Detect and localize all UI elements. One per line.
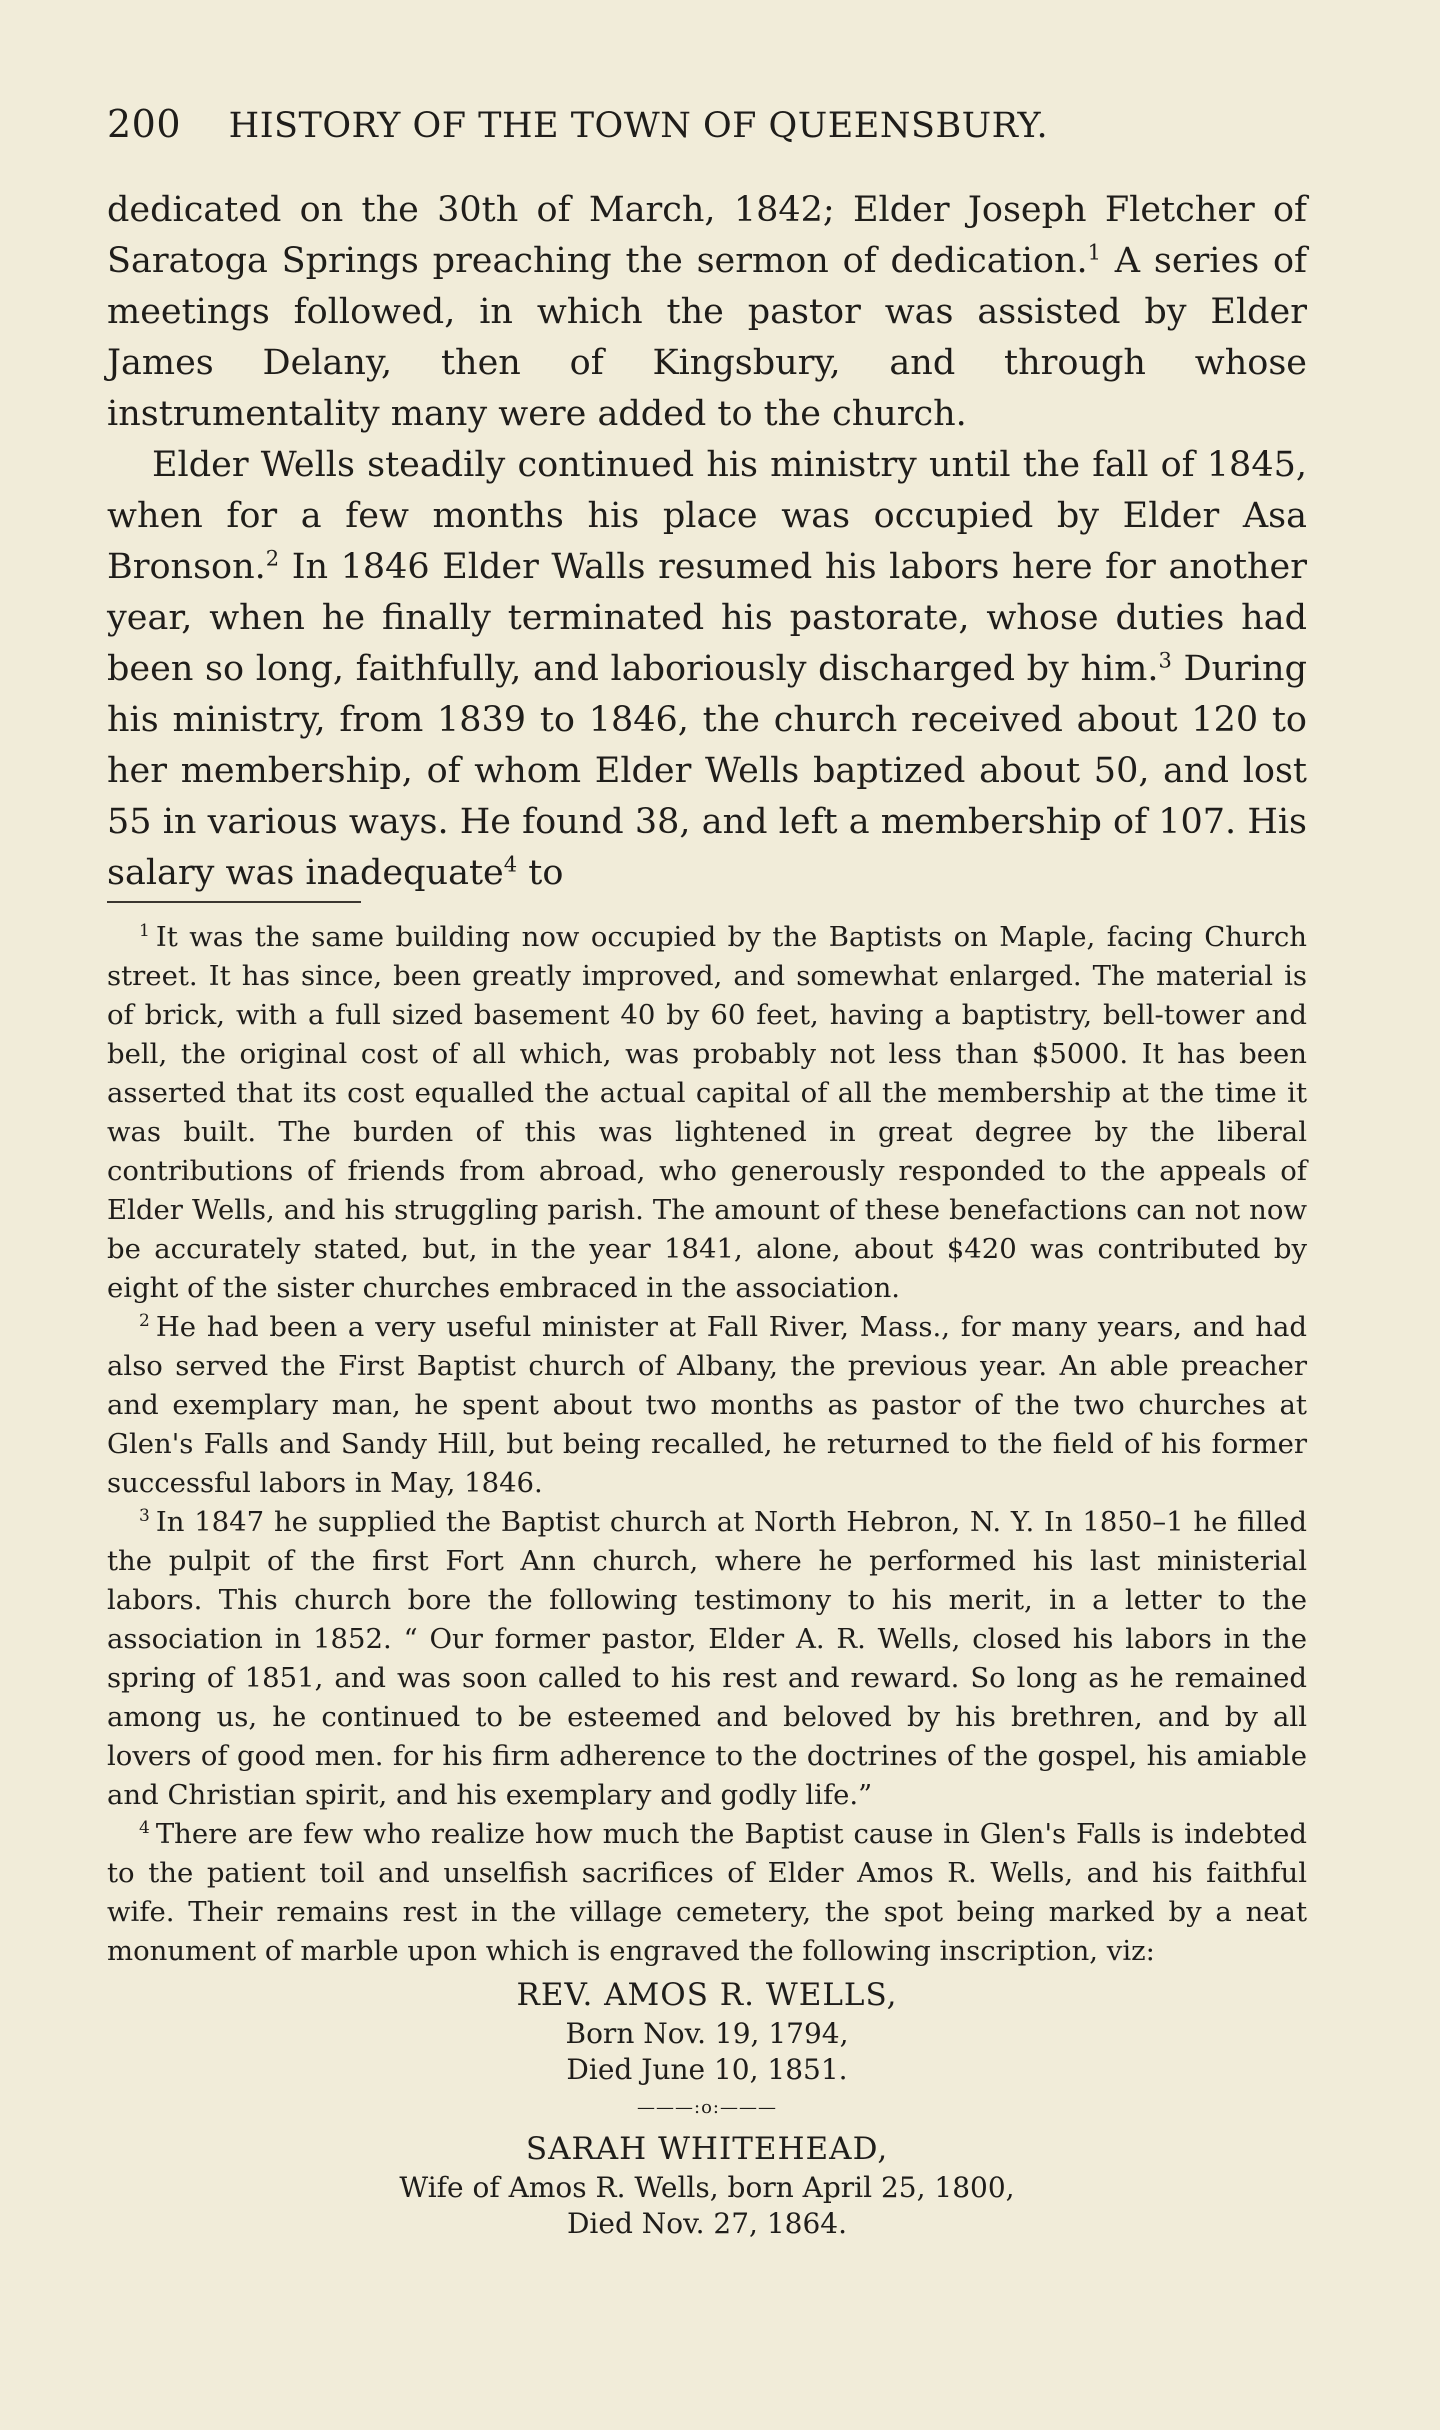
footnote-4-text: There are few who realize how much the Baptist cause in Glen's Falls is indebted to the patient toil and unselfish sacrifices of Elder Amos R. Wells, and his faithful wife. Their remains rest in the village cemetery, the spot being marked by a neat monument of marble upon which is engraved the following inscription, viz: (107, 1818, 1307, 1967)
inscription-divider: ———:o:——— (637, 2097, 777, 2118)
running-title: HISTORY OF THE TOWN OF QUEENSBURY. (228, 106, 1049, 146)
inscription-wife-line: Wife of Amos R. Wells, born April 25, 1800, (399, 2171, 1015, 2204)
paragraph-2-text-b: In 1846 Elder Walls resumed his labors here for another year, when he finally terminated his pastorate, whose duties had been so long, faithfully, and laboriously discharged by him. (107, 547, 1307, 689)
paragraph-2 (107, 440, 1307, 899)
footnote-2 (107, 1308, 1307, 1503)
running-header (107, 102, 1307, 146)
footnote-marker-3: 3 (139, 1505, 150, 1526)
footnote-ref-2: 2 (265, 546, 280, 571)
paragraph-1-text: dedicated on the 30th of March, 1842; Elder Joseph Fletcher of Saratoga Springs preaching the sermon of dedication. (107, 190, 1307, 281)
footnote-ref-4: 4 (503, 852, 518, 877)
page-number: 200 (107, 102, 182, 146)
paragraph-2-text-a: Elder Wells steadily continued his ministry until the fall of 1845, when for a few months his place was occupied by Elder Asa Bronson. (107, 445, 1307, 587)
inscription-name-2: SARAH WHITEHEAD, (525, 2131, 889, 2167)
footnote-marker-4: 4 (139, 1817, 150, 1838)
inscription-died-2: Died Nov. 27, 1864. (566, 2207, 848, 2240)
inscription-born-1: Born Nov. 19, 1794, (565, 2017, 849, 2050)
footnote-3 (107, 1503, 1307, 1815)
paragraph-2-text-d: to (517, 853, 564, 893)
footnotes (107, 918, 1307, 1971)
paragraph-1 (107, 185, 1307, 440)
footnote-3-text: In 1847 he supplied the Baptist church at North Hebron, N. Y. In 1850–1 he filled the pulpit of the first Fort Ann church, where he performed his last ministerial labors. This church bore the following testimony to his merit, in a letter to the association in 1852. “ Our former pastor, Elder A. R. Wells, closed his labors in the spring of 1851, and was soon called to his rest and reward. So long as he remained among us, he continued to be esteemed and beloved by his brethren, and by all lovers of good men. for his firm adherence to the doctrines of the gospel, his amiable and Christian spirit, and his exemplary and godly life.” (107, 1506, 1307, 1811)
footnote-marker-1: 1 (139, 920, 150, 941)
monument-inscription (107, 1974, 1307, 2242)
footnote-marker-2: 2 (139, 1310, 150, 1331)
footnote-1 (107, 918, 1307, 1308)
body-text (107, 185, 1307, 899)
inscription-name-1: REV. AMOS R. WELLS, (516, 1977, 898, 2013)
footnote-2-text: He had been a very useful minister at Fall River, Mass., for many years, and had also served the First Baptist church of Albany, the previous year. An able preacher and exemplary man, he spent about two months as pastor of the two churches at Glen's Falls and Sandy Hill, but being recalled, he returned to the field of his former successful labors in May, 1846. (107, 1311, 1307, 1499)
inscription-died-1: Died June 10, 1851. (566, 2053, 848, 2086)
paragraph-1-tail: A series of meetings followed, in which the pastor was assisted by Elder James Delany, then of Kingsbury, and through whose instrumentality many were added to the church. (107, 241, 1307, 434)
footnote-ref-1: 1 (1087, 240, 1101, 265)
footnote-rule (107, 901, 361, 903)
footnote-ref-3: 3 (1158, 648, 1172, 673)
footnote-1-text: It was the same building now occupied by the Baptists on Maple, facing Church street. It has since, been greatly improved, and somewhat enlarged. The material is of brick, with a full sized basement 40 by 60 feet, having a baptistry, bell-tower and bell, the original cost of all which, was probably not less than $5000. It has been asserted that its cost equalled the actual capital of all the membership at the time it was built. The burden of this was lightened in great degree by the liberal contributions of friends from abroad, who generously responded to the appeals of Elder Wells, and his struggling parish. The amount of these benefactions can not now be accurately stated, but, in the year 1841, alone, about $420 was contributed by eight of the sister churches embraced in the association. (107, 921, 1307, 1304)
footnote-4 (107, 1815, 1307, 1971)
paragraph-2-text-c: During his ministry, from 1839 to 1846, the church received about 120 to her membership, of whom Elder Wells baptized about 50, and lost 55 in various ways. He found 38, and left a membership of 107. His salary was inadequate (107, 649, 1307, 893)
